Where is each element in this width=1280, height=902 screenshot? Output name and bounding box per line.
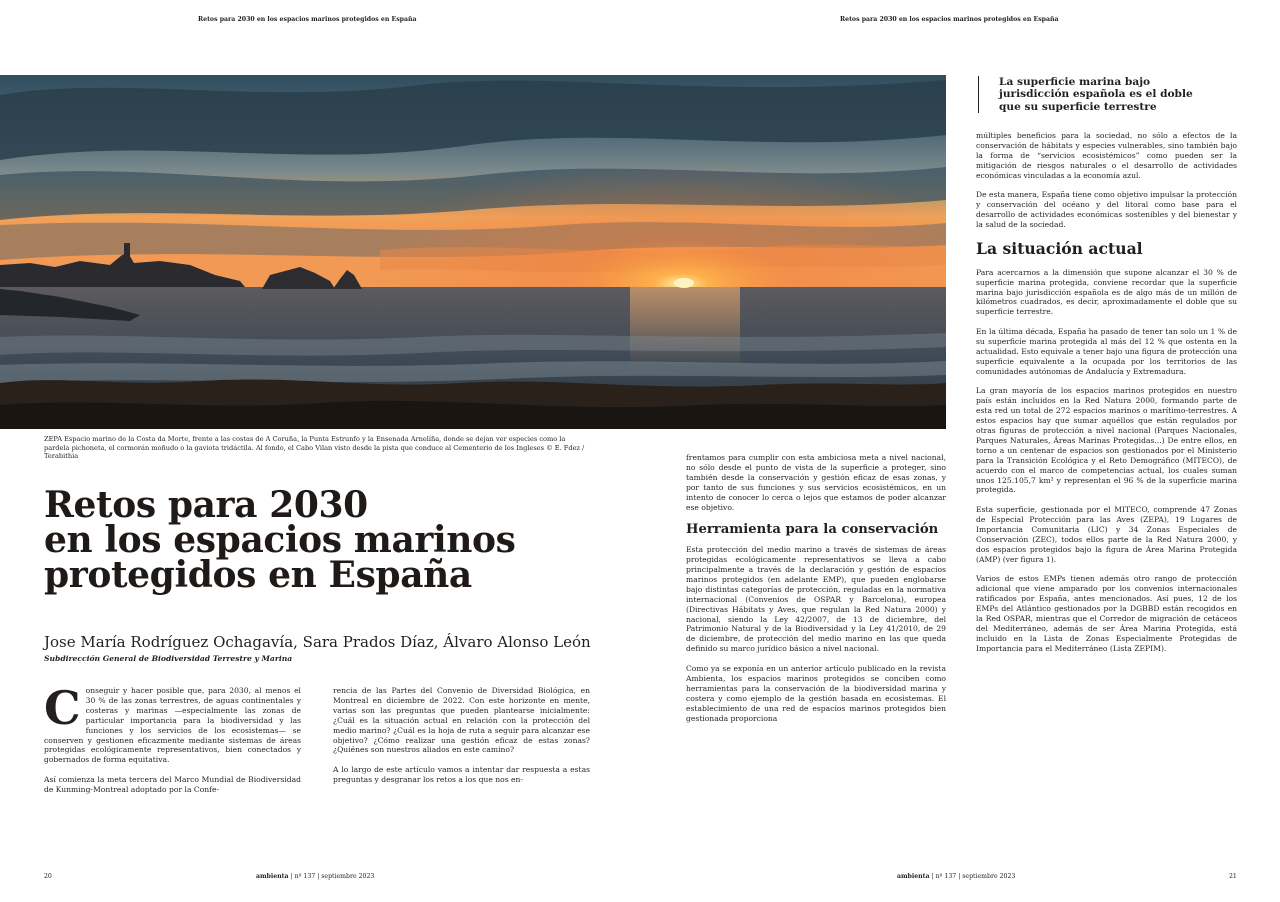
article-title bbox=[44, 484, 604, 596]
text-column-1 bbox=[44, 681, 301, 805]
paragraph: frentamos para cumplir con esta ambiciosa meta a nivel nacional, no sólo desde el punto de vista de la superficie a proteger, sino también desde la conservación y gestión eficaz de esas zonas, y por tanto de sus funciones y sus servicios ecosistémicos, en un intento de conocer lo cerca o lejos que estamos de poder alcanzar ese objetivo. bbox=[686, 453, 946, 512]
paragraph: Esta superficie, gestionada por el MITECO, comprende 47 Zonas de Especial Protección para las Aves (ZEPA), 19 Lugares de Importancia Comunitaria (LIC) y 34 Zonas Especiales de Conservación (ZEC), todos ellos parte de la Red Natura 2000, y dos espacios protegidos bajo la figura de Área Marina Protegida (AMP) (ver figura 1). bbox=[976, 505, 1237, 564]
paragraph: Esta protección del medio marino a través de sistemas de áreas protegidas ecológicamente representativos se lleva a cabo principalmente a través de la declaración y gestión de espacios marinos protegidos (en adelante EMP), que pueden englobarse bajo distintas categorías de protección, reguladas en la normativa internacional (Convenios de OSPAR y Barcelona), europea (Directivas Hábitats y Aves, que regulan la Red Natura 2000) y nacional, siendo la Ley 42/2007, de 13 de diciembre, del Patrimonio Natural y de la Biodiversidad y la Ley 41/2010, de 29 de diciembre, de protección del medio marino en las que queda definido su marco jurídico básico a nivel nacional. bbox=[686, 545, 946, 654]
hero-photo bbox=[0, 75, 946, 429]
text-column-2 bbox=[333, 686, 590, 795]
paragraph: De esta manera, España tiene como objetivo impulsar la protección y conservación del océano y del litoral como base para el desarrollo de actividades económicas sostenibles y del bienestar y la salud de la sociedad. bbox=[976, 190, 1237, 230]
photo-caption: ZEPA Espacio marino de la Costa da Morte, frente a las costas de A Coruña, la Punta Estrunfo y la Ensenada Arnelíña, donde se dejan ver especies como la pardela pichoneta, el cormorán moñudo o la gaviota tridáctila. Al fondo, el Cabo Vilan visto desde la pista que conduce al Cementerio de los Ingleses © E. Fdez / Terabithia bbox=[44, 435, 585, 461]
issue-info: | nº 137 | septiembre 2023 bbox=[288, 873, 375, 880]
title-line-2: en los espacios marinos bbox=[44, 519, 516, 561]
pull-quote: La superficie marina bajo jurisdicción española es el doble que su superficie terrestre bbox=[978, 76, 1218, 113]
text-column-4 bbox=[976, 131, 1237, 663]
page-number-left: 20 bbox=[44, 873, 52, 880]
paragraph: La gran mayoría de los espacios marinos protegidos en nuestro país están incluidos en la Red Natura 2000, formando parte de esta red un total de 272 espacios marinos o marítimo-terrestres. A estos espacios hay que sumar aquéllos que están regulados por otras figuras de protección a nivel nacional (Parques Nacionales, Parques Naturales, Áreas Marinas Protegidas...) De entre ellos, en torno a un centenar de espacios son gestionados por el Ministerio para la Transición Ecológica y el Reto Demográfico (MITECO), de acuerdo con el marco de competencias actual, los cuales suman unos 125.105,7 km² y representan el 96 % de la superficie marina protegida. bbox=[976, 386, 1237, 495]
magazine-name: ambienta bbox=[256, 873, 289, 880]
paragraph: Para acercarnos a la dimensión que supone alcanzar el 30 % de superficie marina protegida, conviene recordar que la superficie marina bajo jurisdicción española es de algo más de un millón de kilómetros cuadrados, es decir, aproximadamente el doble que su superficie terrestre. bbox=[976, 267, 1237, 317]
paragraph: Así comienza la meta tercera del Marco Mundial de Biodiversidad de Kunming-Montreal adoptado por la Confe- bbox=[44, 775, 301, 794]
paragraph: rencia de las Partes del Convenio de Diversidad Biológica, en Montreal en diciembre de 2022. Con este horizonte en mente, varias son las preguntas que pueden plantearse inicialmente: ¿Cuál es la situación actual en relación con la protección del medio marino? ¿Cuál es la hoja de ruta a seguir para alcanzar ese objetivo? ¿Cómo realizar una gestión eficaz de estas zonas? ¿Quiénes son nuestros aliados en este camino? bbox=[333, 686, 590, 755]
title-line-3: protegidos en España bbox=[44, 554, 472, 596]
footer-right bbox=[897, 873, 1015, 880]
paragraph: múltiples beneficios para la sociedad, no sólo a efectos de la conservación de hábitats y especies vulnerables, sino también bajo la forma de “servicios ecosistémicos” como pueden ser la mitigación de riesgos naturales o el desarrollo de actividades económicas vinculadas a la economía azul. bbox=[976, 131, 1237, 180]
paragraph: Como ya se exponía en un anterior artículo publicado en la revista Ambienta, los espacios marinos protegidos se conciben como herramientas para la conservación de la biodiversidad marina y costera y como ejemplo de la gestión basada en ecosistemas. El establecimiento de una red de espacios marinos protegidos bien gestionada proporciona bbox=[686, 664, 946, 723]
paragraph: A lo largo de este artículo vamos a intentar dar respuesta a estas preguntas y desgranar los retos a los que nos en- bbox=[333, 765, 590, 785]
paragraph: Varios de estos EMPs tienen además otro rango de protección adicional que viene amparado por los convenios internacionales ratificados por España, antes mencionados. Así pues, 12 de los EMPs del Atlántico gestionados por la DGBBD están recogidos en la Red OSPAR, mientras que el Corredor de migración de cetáceos del Mediterráneo, además de ser Área Marina Protegida, está incluido en la Lista de Zonas Especialmente Protegidas de Importancia para el Mediterráneo (Lista ZEPIM). bbox=[976, 574, 1237, 653]
magazine-name: ambienta bbox=[897, 873, 930, 880]
page-number-right: 21 bbox=[1229, 873, 1237, 880]
article-affiliation: Subdirección General de Biodiversidad Terrestre y Marina bbox=[44, 654, 293, 663]
intro-paragraph: Conseguir y hacer posible que, para 2030, al menos el 30 % de las zonas terrestres, de aguas continentales y costeras y marinas —especialmente las zonas de particular importancia para la biodiversidad y las funciones y los servicios de los ecosistemas— se conserven y gestionen eficazmente mediante sistemas de áreas protegidas ecológicamente representativos, bien conectados y gobernados de forma equitativa. bbox=[44, 681, 301, 765]
issue-info: | nº 137 | septiembre 2023 bbox=[929, 873, 1016, 880]
paragraph: En la última década, España ha pasado de tener tan solo un 1 % de su superficie marina protegida al más del 12 % que ostenta en la actualidad. Esto equivale a tener bajo una figura de protección una superficie equivalente a la ocupada por los territorios de las comunidades autónomas de Andalucía y Extremadura. bbox=[976, 327, 1237, 376]
running-header-right: Retos para 2030 en los espacios marinos protegidos en España bbox=[840, 16, 1059, 23]
section-heading-situacion: La situación actual bbox=[976, 238, 1143, 258]
title-line-1: Retos para 2030 bbox=[44, 484, 368, 526]
text-column-3 bbox=[686, 453, 946, 733]
footer-left bbox=[256, 873, 374, 880]
section-heading-herramienta: Herramienta para la conservación bbox=[686, 522, 939, 538]
article-authors: Jose María Rodríguez Ochagavía, Sara Prados Díaz, Álvaro Alonso León bbox=[44, 633, 591, 651]
running-header-left: Retos para 2030 en los espacios marinos protegidos en España bbox=[198, 16, 417, 23]
drop-cap: C bbox=[44, 681, 81, 735]
sunset-seascape-image bbox=[0, 75, 946, 429]
